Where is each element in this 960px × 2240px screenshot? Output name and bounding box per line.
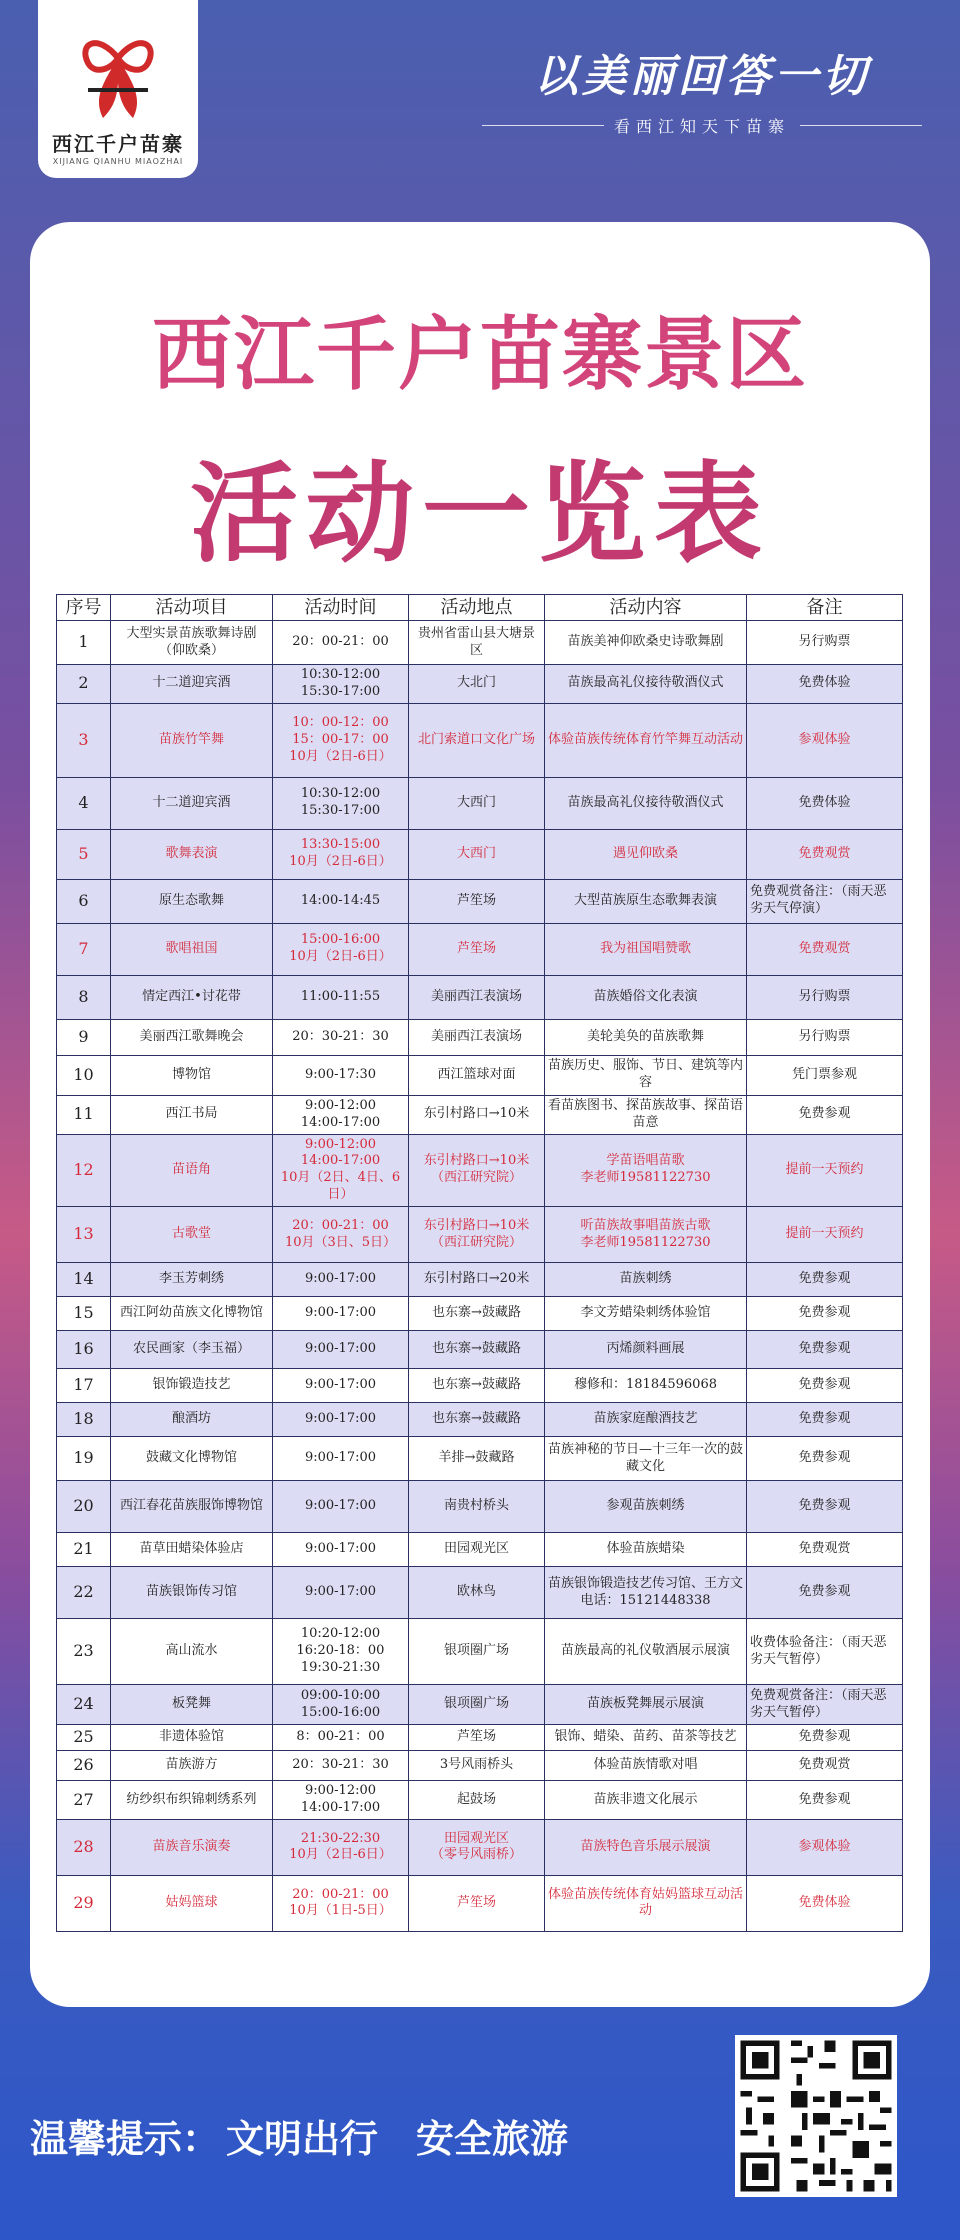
activity-place: 欧林鸟 [409, 1567, 545, 1619]
table-row [57, 829, 903, 879]
activity-content: 体验苗族传统体育姑妈篮球互动活动 [545, 1875, 747, 1931]
column-header: 活动项目 [111, 595, 273, 621]
activity-time: 20：00-21：00 [273, 621, 409, 665]
activity-time: 9:00-17:30 [273, 1055, 409, 1095]
activity-time: 9:00-12:00 14:00-17:00 10月（2日、4日、6日） [273, 1134, 409, 1207]
tip-safe-travel: 安全旅游 [416, 2117, 569, 2161]
row-number: 19 [57, 1437, 111, 1481]
activity-name: 十二道迎宾酒 [111, 777, 273, 829]
activity-note: 免费体验 [747, 1875, 903, 1931]
activity-note: 免费参观 [747, 1263, 903, 1297]
column-header: 活动内容 [545, 595, 747, 621]
activity-content: 苗族神秘的节日—十三年一次的鼓藏文化 [545, 1437, 747, 1481]
activity-note: 提前一天预约 [747, 1207, 903, 1263]
activity-note: 免费参观 [747, 1781, 903, 1820]
activity-content: 苗族历史、服饰、节日、建筑等内容 [545, 1055, 747, 1095]
activity-place: 银项圈广场 [409, 1619, 545, 1685]
activity-place: 大西门 [409, 829, 545, 879]
activity-name: 苗草田蜡染体验店 [111, 1533, 273, 1567]
column-header: 序号 [57, 595, 111, 621]
table-row [57, 1437, 903, 1481]
logo-english-name: XIJIANG QIANHU MIAOZHAI [52, 157, 184, 166]
row-number: 6 [57, 879, 111, 923]
activity-note: 另行购票 [747, 621, 903, 665]
activity-name: 纺纱织布织锦刺绣系列 [111, 1781, 273, 1820]
row-number: 23 [57, 1619, 111, 1685]
activity-content: 苗族最高礼仪接待敬酒仪式 [545, 777, 747, 829]
activity-content: 我为祖国唱赞歌 [545, 923, 747, 975]
activity-name: 苗族游方 [111, 1751, 273, 1781]
table-row [57, 703, 903, 777]
activity-place: 银项圈广场 [409, 1685, 545, 1725]
logo-chinese-name: 西江千户苗寨 [52, 132, 184, 156]
row-number: 14 [57, 1263, 111, 1297]
activity-note: 另行购票 [747, 975, 903, 1019]
activity-content: 苗族银饰锻造技艺传习馆、王方文电话：15121448338 [545, 1567, 747, 1619]
activity-time: 9:00-12:00 14:00-17:00 [273, 1781, 409, 1820]
row-number: 11 [57, 1095, 111, 1134]
table-header-row [57, 595, 903, 621]
activity-name: 板凳舞 [111, 1685, 273, 1725]
activity-time: 9:00-17:00 [273, 1297, 409, 1331]
activity-name: 大型实景苗族歌舞诗剧（仰欧桑） [111, 621, 273, 665]
activity-place: 田园观光区 （零号风雨桥） [409, 1819, 545, 1875]
row-number: 26 [57, 1751, 111, 1781]
activity-time: 09:00-10:00 15:00-16:00 [273, 1685, 409, 1725]
page-subtitle: 活动一览表 [189, 452, 770, 577]
activity-time: 9:00-17:00 [273, 1481, 409, 1533]
activity-content: 体验苗族蜡染 [545, 1533, 747, 1567]
activity-time: 11:00-11:55 [273, 975, 409, 1019]
activity-content: 遇见仰欧桑 [545, 829, 747, 879]
activity-note: 免费参观 [747, 1437, 903, 1481]
activity-name: 古歌堂 [111, 1207, 273, 1263]
activity-time: 10:20-12:00 16:20-18：00 19:30-21:30 [273, 1619, 409, 1685]
activity-note: 免费体验 [747, 777, 903, 829]
table-row [57, 1055, 903, 1095]
activity-content: 参观苗族刺绣 [545, 1481, 747, 1533]
activity-name: 歌舞表演 [111, 829, 273, 879]
activity-note: 免费参观 [747, 1567, 903, 1619]
activity-note: 免费参观 [747, 1725, 903, 1751]
row-number: 20 [57, 1481, 111, 1533]
row-number: 16 [57, 1331, 111, 1369]
activity-note: 免费观赏 [747, 923, 903, 975]
activity-place: 东引村路口→10米 （西江研究院） [409, 1134, 545, 1207]
footer-tip [30, 2108, 606, 2163]
row-number: 10 [57, 1055, 111, 1095]
activity-content: 苗族最高礼仪接待敬酒仪式 [545, 665, 747, 704]
activity-name: 苗语角 [111, 1134, 273, 1207]
activity-place: 芦笙场 [409, 879, 545, 923]
table-row [57, 1369, 903, 1403]
activity-time: 20：30-21：30 [273, 1019, 409, 1055]
table-row [57, 1819, 903, 1875]
activity-time: 10:30-12:00 15:30-17:00 [273, 777, 409, 829]
activity-note: 免费体验 [747, 665, 903, 704]
row-number: 3 [57, 703, 111, 777]
table-row [57, 1781, 903, 1820]
activity-time: 20：30-21：30 [273, 1751, 409, 1781]
activity-content: 苗族家庭酿酒技艺 [545, 1403, 747, 1437]
activity-name: 十二道迎宾酒 [111, 665, 273, 704]
activity-name: 苗族竹竿舞 [111, 703, 273, 777]
table-row [57, 1481, 903, 1533]
slogan-subtitle-text: 看西江知天下苗寨 [614, 117, 791, 136]
activity-content: 苗族婚俗文化表演 [545, 975, 747, 1019]
activity-place: 北门索道口文化广场 [409, 703, 545, 777]
activity-note: 免费参观 [747, 1481, 903, 1533]
activity-note: 免费观赏备注：（雨天恶劣天气暂停） [747, 1685, 903, 1725]
table-row [57, 1751, 903, 1781]
row-number: 29 [57, 1875, 111, 1931]
table-row [57, 1567, 903, 1619]
activity-time: 9:00-17:00 [273, 1403, 409, 1437]
activity-content: 苗族美神仰欧桑史诗歌舞剧 [545, 621, 747, 665]
activity-time: 9:00-17:00 [273, 1331, 409, 1369]
activity-content: 银饰、蜡染、苗药、苗茶等技艺 [545, 1725, 747, 1751]
table-row [57, 621, 903, 665]
activity-content: 美轮美奂的苗族歌舞 [545, 1019, 747, 1055]
activity-place: 东引村路口→10米 [409, 1095, 545, 1134]
activity-content: 苗族刺绣 [545, 1263, 747, 1297]
activity-name: 苗族音乐演奏 [111, 1819, 273, 1875]
row-number: 28 [57, 1819, 111, 1875]
activity-place: 也东寨→鼓藏路 [409, 1403, 545, 1437]
activity-name: 酿酒坊 [111, 1403, 273, 1437]
activity-time: 10：00-12：00 15：00-17：00 10月（2日-6日） [273, 703, 409, 777]
activity-content: 苗族板凳舞展示展演 [545, 1685, 747, 1725]
column-header: 活动地点 [409, 595, 545, 621]
table-row [57, 1403, 903, 1437]
table-row [57, 1619, 903, 1685]
activity-content: 学苗语唱苗歌 李老师19581122730 [545, 1134, 747, 1207]
activity-name: 情定西江•讨花带 [111, 975, 273, 1019]
activity-name: 西江书局 [111, 1095, 273, 1134]
activity-place: 芦笙场 [409, 1875, 545, 1931]
activity-time: 14:00-14:45 [273, 879, 409, 923]
activity-content: 丙烯颜料画展 [545, 1331, 747, 1369]
activity-table [56, 594, 903, 1932]
activity-place: 芦笙场 [409, 923, 545, 975]
brand-logo [38, 0, 198, 178]
activity-place: 3号风雨桥头 [409, 1751, 545, 1781]
slogan-text: 以美丽回答一切 [534, 51, 870, 102]
activity-name: 苗族银饰传习馆 [111, 1567, 273, 1619]
activity-time: 15:00-16:00 10月（2日-6日） [273, 923, 409, 975]
row-number: 9 [57, 1019, 111, 1055]
table-row [57, 1134, 903, 1207]
activity-name: 农民画家（李玉福） [111, 1331, 273, 1369]
table-row [57, 1095, 903, 1134]
activity-place: 南贵村桥头 [409, 1481, 545, 1533]
row-number: 22 [57, 1567, 111, 1619]
activity-content: 苗族特色音乐展示展演 [545, 1819, 747, 1875]
activity-content: 李文芳蜡染刺绣体验馆 [545, 1297, 747, 1331]
activity-name: 姑妈篮球 [111, 1875, 273, 1931]
activity-place: 也东寨→鼓藏路 [409, 1331, 545, 1369]
miao-horn-logo-icon [73, 28, 163, 128]
row-number: 21 [57, 1533, 111, 1567]
table-row [57, 1331, 903, 1369]
activity-place: 美丽西江表演场 [409, 1019, 545, 1055]
row-number: 13 [57, 1207, 111, 1263]
activity-note: 另行购票 [747, 1019, 903, 1055]
activity-name: 美丽西江歌舞晚会 [111, 1019, 273, 1055]
activity-note: 凭门票参观 [747, 1055, 903, 1095]
slogan-block [482, 40, 922, 137]
activity-note: 参观体验 [747, 1819, 903, 1875]
table-row [57, 975, 903, 1019]
activity-time: 9:00-17:00 [273, 1369, 409, 1403]
activity-note: 免费观赏 [747, 829, 903, 879]
divider-line [482, 125, 604, 126]
activity-time: 9:00-12:00 14:00-17:00 [273, 1095, 409, 1134]
activity-place: 贵州省雷山县大塘景区 [409, 621, 545, 665]
activity-card [30, 222, 930, 2007]
slogan-subtitle [482, 114, 922, 137]
table-row [57, 879, 903, 923]
activity-place: 羊排→鼓藏路 [409, 1437, 545, 1481]
table-row [57, 1533, 903, 1567]
activity-note: 免费观赏备注：（雨天恶劣天气停演） [747, 879, 903, 923]
activity-place: 田园观光区 [409, 1533, 545, 1567]
activity-name: 西江阿幼苗族文化博物馆 [111, 1297, 273, 1331]
tip-civilized-travel: 文明出行 [226, 2117, 379, 2161]
activity-note: 免费参观 [747, 1331, 903, 1369]
row-number: 8 [57, 975, 111, 1019]
activity-place: 也东寨→鼓藏路 [409, 1369, 545, 1403]
row-number: 18 [57, 1403, 111, 1437]
activity-place: 起鼓场 [409, 1781, 545, 1820]
activity-name: 博物馆 [111, 1055, 273, 1095]
activity-place: 大北门 [409, 665, 545, 704]
activity-time: 10:30-12:00 15:30-17:00 [273, 665, 409, 704]
activity-place: 西江篮球对面 [409, 1055, 545, 1095]
activity-content: 穆修和：18184596068 [545, 1369, 747, 1403]
row-number: 17 [57, 1369, 111, 1403]
activity-name: 非遗体验馆 [111, 1725, 273, 1751]
activity-time: 9:00-17:00 [273, 1533, 409, 1567]
row-number: 1 [57, 621, 111, 665]
activity-name: 银饰锻造技艺 [111, 1369, 273, 1403]
activity-note: 免费参观 [747, 1403, 903, 1437]
table-row [57, 1685, 903, 1725]
column-header: 活动时间 [273, 595, 409, 621]
table-row [57, 923, 903, 975]
page-title: 西江千户苗寨景区 [152, 308, 808, 401]
activity-time: 9:00-17:00 [273, 1567, 409, 1619]
activity-name: 高山流水 [111, 1619, 273, 1685]
activity-content: 体验苗族情歌对唱 [545, 1751, 747, 1781]
activity-name: 原生态歌舞 [111, 879, 273, 923]
table-row [57, 1207, 903, 1263]
activity-note: 免费参观 [747, 1297, 903, 1331]
row-number: 25 [57, 1725, 111, 1751]
activity-content: 苗族非遗文化展示 [545, 1781, 747, 1820]
activity-time: 9:00-17:00 [273, 1263, 409, 1297]
table-row [57, 665, 903, 704]
row-number: 27 [57, 1781, 111, 1820]
activity-time: 20：00-21：00 10月（3日、5日） [273, 1207, 409, 1263]
activity-place: 大西门 [409, 777, 545, 829]
activity-name: 李玉芳刺绣 [111, 1263, 273, 1297]
activity-note: 免费参观 [747, 1095, 903, 1134]
activity-note: 免费参观 [747, 1369, 903, 1403]
activity-note: 免费观赏 [747, 1751, 903, 1781]
activity-time: 9:00-17:00 [273, 1437, 409, 1481]
activity-note: 免费观赏 [747, 1533, 903, 1567]
table-row [57, 1725, 903, 1751]
activity-time: 13:30-15:00 10月（2日-6日） [273, 829, 409, 879]
activity-place: 美丽西江表演场 [409, 975, 545, 1019]
activity-name: 鼓藏文化博物馆 [111, 1437, 273, 1481]
table-row [57, 1263, 903, 1297]
row-number: 7 [57, 923, 111, 975]
activity-content: 大型苗族原生态歌舞表演 [545, 879, 747, 923]
row-number: 5 [57, 829, 111, 879]
activity-name: 歌唱祖国 [111, 923, 273, 975]
table-row [57, 1019, 903, 1055]
activity-place: 东引村路口→20米 [409, 1263, 545, 1297]
divider-line [800, 125, 922, 126]
row-number: 12 [57, 1134, 111, 1207]
table-row [57, 1875, 903, 1931]
activity-content: 听苗族故事唱苗族古歌 李老师19581122730 [545, 1207, 747, 1263]
table-row [57, 1297, 903, 1331]
activity-time: 21:30-22:30 10月（2日-6日） [273, 1819, 409, 1875]
row-number: 15 [57, 1297, 111, 1331]
activity-place: 东引村路口→10米 （西江研究院） [409, 1207, 545, 1263]
column-header: 备注 [747, 595, 903, 621]
activity-place: 芦笙场 [409, 1725, 545, 1751]
activity-name: 西江春花苗族服饰博物馆 [111, 1481, 273, 1533]
activity-note: 收费体验备注：（雨天恶劣天气暂停） [747, 1619, 903, 1685]
activity-content: 体验苗族传统体育竹竿舞互动活动 [545, 703, 747, 777]
row-number: 2 [57, 665, 111, 704]
activity-content: 看苗族图书、探苗族故事、探苗语苗意 [545, 1095, 747, 1134]
tip-label: 温馨提示： [30, 2117, 221, 2161]
activity-note: 提前一天预约 [747, 1134, 903, 1207]
activity-time: 8：00-21：00 [273, 1725, 409, 1751]
table-row [57, 777, 903, 829]
activity-note: 参观体验 [747, 703, 903, 777]
activity-time: 20：00-21：00 10月（1日-5日） [273, 1875, 409, 1931]
activity-place: 也东寨→鼓藏路 [409, 1297, 545, 1331]
row-number: 4 [57, 777, 111, 829]
qr-code-icon [735, 2035, 897, 2197]
activity-content: 苗族最高的礼仪敬酒展示展演 [545, 1619, 747, 1685]
row-number: 24 [57, 1685, 111, 1725]
